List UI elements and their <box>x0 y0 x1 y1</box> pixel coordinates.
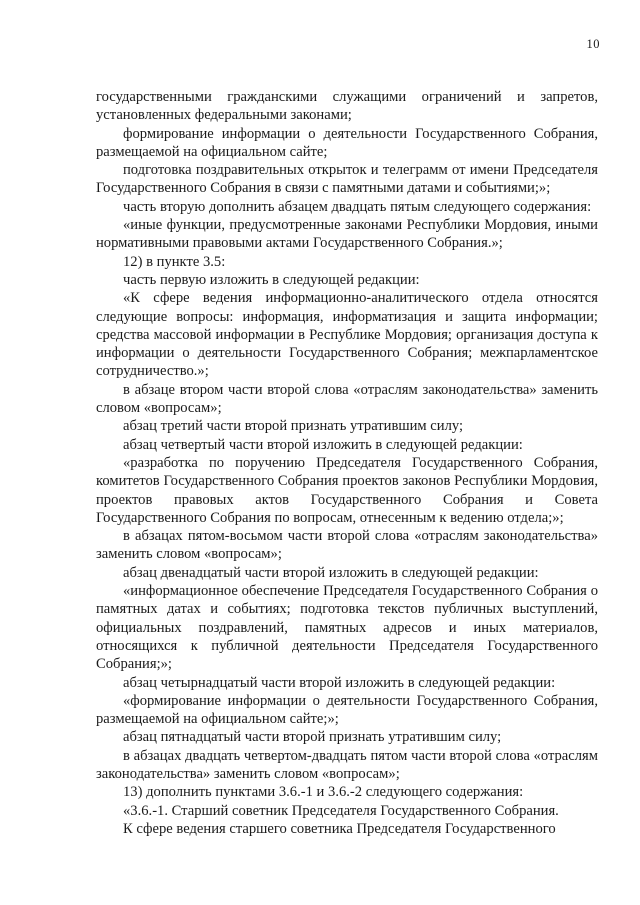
paragraph: абзац двенадцатый части второй изложить в следующей редакции: <box>123 564 539 581</box>
paragraph: в абзацах пятом-восьмом части второй слова «отраслям законодательства» заменить словом «вопросам»; <box>96 528 598 563</box>
paragraph: формирование информации о деятельности Государственного Собрания, размещаемой на официальном сайте; <box>96 125 598 160</box>
page-number: 10 <box>586 37 600 51</box>
paragraph: «3.6.-1. Старший советник Председателя Государственного Собрания. <box>123 802 559 819</box>
paragraph: «разработка по поручению Председателя Государственного Собрания, комитетов Государственного Собрания проектов законов Республики Мордовия, проектов правовых актов Государственного Собрания и Совета Государственного Собрания по вопросам, отнесенным к ведению отдела;»; <box>96 454 598 526</box>
document-body <box>96 88 598 838</box>
paragraph: «К сфере ведения информационно-аналитического отдела относятся следующие вопросы: информация, информатизация и защита информации; средства массовой информации в Республике Мордовия; организация доступа к информации о деятельности Государственного Собрания; межпарламентское сотрудничество.»; <box>96 290 598 380</box>
paragraph: часть первую изложить в следующей редакции: <box>123 271 420 288</box>
paragraph: часть вторую дополнить абзацем двадцать пятым следующего содержания: <box>123 198 592 215</box>
paragraph: абзац третий части второй признать утратившим силу; <box>123 418 464 435</box>
paragraph: 13) дополнить пунктами 3.6.-1 и 3.6.-2 следующего содержания: <box>123 784 524 801</box>
paragraph: К сфере ведения старшего советника Председателя Государственного <box>123 820 556 837</box>
paragraph: в абзацах двадцать четвертом-двадцать пятом части второй слова «отраслям законодательства» заменить словом «вопросам»; <box>96 747 598 782</box>
paragraph: абзац четырнадцатый части второй изложить в следующей редакции: <box>123 674 556 691</box>
paragraph: 12) в пункте 3.5: <box>123 253 226 270</box>
paragraph: «иные функции, предусмотренные законами Республики Мордовия, иными нормативными правовыми актами Государственного Собрания.»; <box>96 217 598 252</box>
paragraph: абзац четвертый части второй изложить в следующей редакции: <box>123 436 523 453</box>
paragraph: в абзаце втором части второй слова «отраслям законодательства» заменить словом «вопросам»; <box>96 381 598 417</box>
paragraph: абзац пятнадцатый части второй признать утратившим силу; <box>123 729 502 746</box>
paragraph: «формирование информации о деятельности Государственного Собрания, размещаемой на официальном сайте;»; <box>96 692 598 728</box>
paragraph: государственными гражданскими служащими ограничений и запретов, установленных федеральными законами; <box>96 89 598 124</box>
paragraph: подготовка поздравительных открыток и телеграмм от имени Председателя Государственного Собрания в связи с памятными датами и событиями;»; <box>96 162 598 197</box>
paragraph: «информационное обеспечение Председателя Государственного Собрания о памятных датах и событиях; подготовка текстов публичных выступлений, официальных поздравлений, памятных адресов и иных материалов, относящихся к публичной деятельности Председателя Государственного Собрания;»; <box>96 583 598 673</box>
